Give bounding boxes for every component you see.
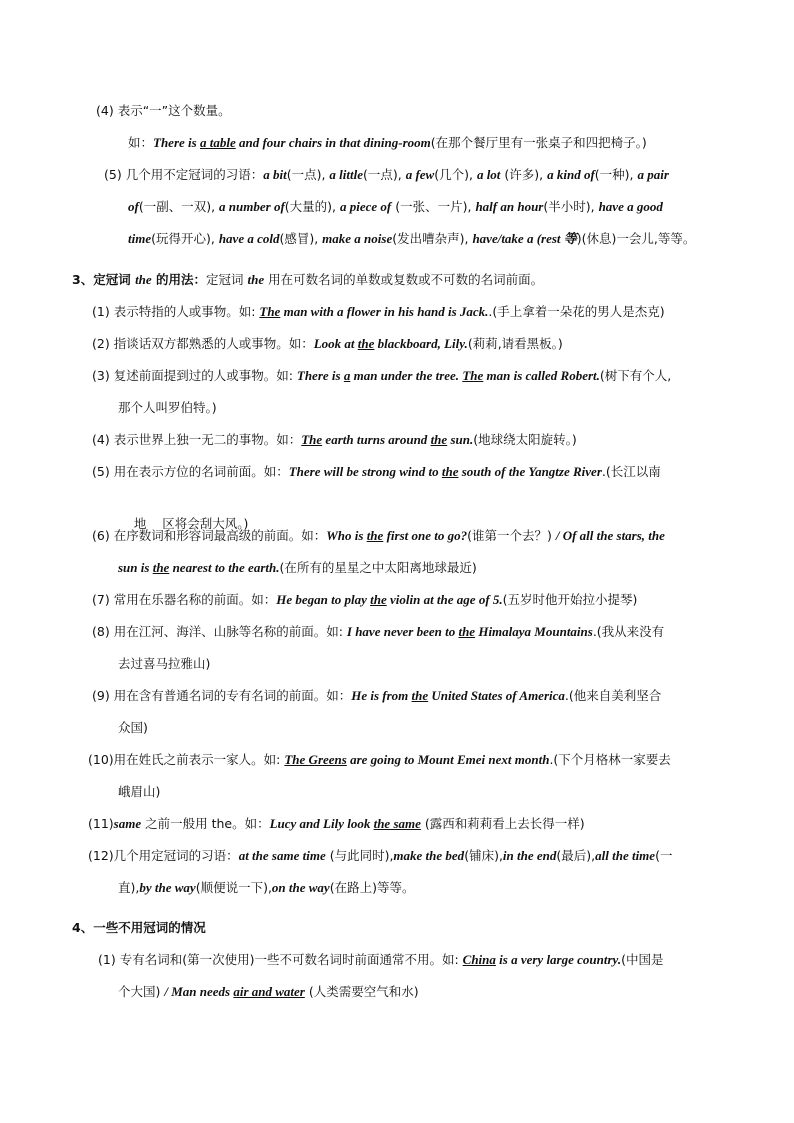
example-cn: .(长江以南 (601, 464, 661, 479)
s3-item3 (92, 366, 671, 386)
heading-text: 定冠词 (93, 272, 136, 287)
example-underlined: the (441, 464, 459, 479)
s3-item9 (92, 686, 661, 706)
idiom-cn: (一副、一双), (138, 199, 220, 214)
example-en: I have never been to (346, 624, 459, 639)
item-number: (5) (104, 167, 122, 182)
s3-item4 (92, 430, 577, 450)
example-cn: 峨眉山) (118, 784, 161, 799)
idiom-en: a kind of (547, 167, 595, 182)
idiom-list (239, 848, 673, 863)
heading-en: the (135, 272, 152, 287)
idiom-cn: (一张、一片), (391, 199, 476, 214)
item4-example (128, 133, 647, 153)
item-text: 用在姓氏之前表示一家人。如: (113, 752, 285, 767)
idiom-cn: (一种), (594, 167, 638, 182)
idiom-list (263, 167, 669, 182)
s3-item6-cont (118, 558, 477, 578)
item-text: 专有名词和(第一次使用)一些不可数名词时前面通常不用。如: (119, 952, 463, 967)
example-en: He began to play (276, 592, 371, 607)
example-underlined: The (259, 304, 281, 319)
s3-item1 (92, 302, 665, 322)
item5-line3 (128, 229, 695, 249)
idiom-en: make the bed (393, 848, 465, 863)
idiom-en: by the way (139, 880, 196, 895)
example-cn: .(下个月格林一家要去 (549, 752, 671, 767)
example-underlined: The Greens (284, 752, 347, 767)
example-en: / Man needs (164, 984, 234, 999)
item-number: (4) (92, 432, 110, 447)
idiom-en: have/take a (rest 等 (472, 231, 577, 246)
section-number: 3、 (72, 272, 94, 287)
idiom-en: a little (329, 167, 363, 182)
heading-desc: 定冠词 (206, 272, 248, 287)
heading-en: the (247, 272, 265, 287)
example-en: sun is (118, 560, 153, 575)
item-text: 用在表示方位的名词前面。如： (113, 464, 289, 479)
example-underlined: the (366, 528, 384, 543)
item-number: (1) (98, 952, 116, 967)
item-number: (1) (92, 304, 110, 319)
item-text: 之前一般用 the。如： (141, 816, 270, 831)
example-cn: 去过喜马拉雅山) (118, 656, 211, 671)
s3-item8 (92, 622, 664, 642)
example-en: / Of all the stars, the (555, 528, 665, 543)
example-en: Himalaya Mountains (475, 624, 593, 639)
item-text: 用在江河、海洋、山脉等名称的前面。如: (113, 624, 347, 639)
example-en: man with a flower in his hand is Jack. (280, 304, 489, 319)
idiom-cn: (最后), (556, 848, 596, 863)
example-underlined: the same (373, 816, 421, 831)
idiom-cn: (发出嘈杂声), (392, 231, 473, 246)
idiom-cn: (半小时), (543, 199, 599, 214)
example-cn: (谁第一个去？) (467, 528, 556, 543)
item-text: 几个用定冠词的习语： (113, 848, 239, 863)
example-en: blackboard, Lily. (374, 336, 468, 351)
example-en: There will be strong wind to (288, 464, 442, 479)
heading-text: 的用法： (151, 272, 207, 287)
example-cn: (五岁时他开始拉小提琴) (502, 592, 638, 607)
section4-heading (72, 918, 206, 938)
example-underlined: the (152, 560, 170, 575)
s3-item10-cont (118, 782, 160, 802)
example-cn: (树下有个人, (599, 368, 672, 383)
example-cn: .(他来自美利坚合 (564, 688, 662, 703)
s3-item10 (88, 750, 671, 770)
s4-item1-cont (118, 982, 419, 1002)
item-text: 用在含有普通名词的专有名词的前面。如： (113, 688, 352, 703)
example-en: are going to Mount Emei next month (346, 752, 550, 767)
example-underlined: the (430, 432, 448, 447)
example-cn: (莉莉,请看黑板。) (467, 336, 563, 351)
item-text: 复述前面提到过的人或事物。如: (113, 368, 297, 383)
idiom-en: a number of (219, 199, 285, 214)
example-en: man under the tree. (350, 368, 463, 383)
item-number: (7) (92, 592, 110, 607)
example-en: violin at the age of 5. (386, 592, 503, 607)
example-underlined: the (458, 624, 476, 639)
example-cn: (在所有的星星之中太阳离地球最近) (279, 560, 477, 575)
idiom-cn: (玩得开心), (151, 231, 219, 246)
example-en: United States of America (428, 688, 565, 703)
idiom-cn: (一点), (286, 167, 330, 182)
example-underlined: air and water (233, 984, 305, 999)
item-number: (5) (92, 464, 110, 479)
item-text: 几个用不定冠词的习语： (125, 167, 264, 182)
idiom-cn: (一 (655, 848, 673, 863)
idiom-en: of (128, 199, 139, 214)
example-cn: 个大国) (118, 984, 165, 999)
idiom-cn: (与此同时), (325, 848, 394, 863)
idiom-cn: (大量的), (284, 199, 340, 214)
example-underlined: The (301, 432, 323, 447)
item-text: 表示特指的人或事物。如: (113, 304, 260, 319)
idiom-en: a pair (637, 167, 669, 182)
example-cn: 众国) (118, 720, 148, 735)
example-en: Lucy and Lily look (269, 816, 374, 831)
example-cn: (地球绕太阳旋转。) (473, 432, 577, 447)
idiom-cn: (顺便说一下), (195, 880, 272, 895)
item-number: (12) (88, 848, 114, 863)
s3-item6 (92, 526, 665, 546)
item-text: 常用在乐器名称的前面。如： (113, 592, 277, 607)
s3-item3-cont (118, 398, 217, 418)
s3-item5-cont (118, 494, 249, 531)
example-en: and four chairs in that dining-room (235, 135, 431, 150)
idiom-cn: (在路上)等等。 (329, 880, 415, 895)
example-cn: (人类需要空气和水) (304, 984, 419, 999)
example-label: 如： (128, 135, 154, 150)
example-cn: .(我从来没有 (592, 624, 665, 639)
idiom-cn: (许多), (500, 167, 548, 182)
example-underlined: China (462, 952, 496, 967)
s3-item2 (92, 334, 563, 354)
s4-item1 (98, 950, 663, 970)
example-cn: 地 区将会刮大风。) (133, 516, 249, 531)
item-text: 表示世界上独一无二的事物。如： (113, 432, 302, 447)
idiom-en: all the time (595, 848, 656, 863)
example-cn: (在那个餐厅里有一张桌子和四把椅子。) (430, 135, 647, 150)
s3-item9-cont (118, 718, 148, 738)
s3-item12 (88, 846, 672, 866)
example-en: man is called Robert. (483, 368, 600, 383)
idiom-en: in the end (502, 848, 557, 863)
example-underlined: a table (199, 135, 236, 150)
item-number: (2) (92, 336, 110, 351)
example-en: sun. (447, 432, 474, 447)
idiom-cn: (一点), (363, 167, 406, 182)
item5-line1 (104, 165, 669, 185)
idiom-en: a piece of (339, 199, 392, 214)
example-en: same (113, 816, 142, 831)
example-underlined: the (357, 336, 375, 351)
example-underlined: The (462, 368, 484, 383)
example-underlined: a (343, 368, 351, 383)
example-en: earth turns around (322, 432, 431, 447)
idiom-cn: (感冒), (279, 231, 323, 246)
item-text: 在序数词和形容词最高级的前面。如： (113, 528, 327, 543)
s3-item7 (92, 590, 637, 610)
idiom-en: half an hour (475, 199, 544, 214)
section3-heading (72, 270, 543, 290)
example-en: first one to go? (383, 528, 468, 543)
s3-item12-cont (118, 878, 414, 898)
idiom-en: at the same time (238, 848, 326, 863)
example-en: He is from (351, 688, 412, 703)
item5-line2 (128, 197, 663, 217)
example-cn: .(手上拿着一朵花的男人是杰克) (488, 304, 665, 319)
idiom-en: a bit (263, 167, 287, 182)
item-number: (8) (92, 624, 110, 639)
item-number: (6) (92, 528, 110, 543)
heading-text: 一些不用冠词的情况 (93, 920, 206, 935)
example-en: is a very large country. (495, 952, 622, 967)
idiom-en: have a good (598, 199, 663, 214)
example-cn: 那个人叫罗伯特。) (118, 400, 217, 415)
example-en: There is (296, 368, 344, 383)
section-number: 4、 (72, 920, 94, 935)
idiom-list (118, 880, 414, 895)
idiom-en: time (128, 231, 152, 246)
idiom-list (128, 231, 695, 246)
idiom-cn: (铺床), (464, 848, 503, 863)
idiom-cn: 直), (118, 880, 140, 895)
idiom-cn: (几个), (434, 167, 477, 182)
heading-desc: 用在可数名词的单数或复数或不可数的名词前面。 (264, 272, 544, 287)
idiom-en: make a noise (322, 231, 393, 246)
idiom-en: have a cold (218, 231, 280, 246)
item-number: (3) (92, 368, 110, 383)
example-cn: (露西和莉莉看上去长得一样) (420, 816, 585, 831)
item-number: (11) (88, 816, 114, 831)
idiom-cn: )(休息)一会儿,等等。 (576, 231, 696, 246)
item-number: (4) (96, 103, 114, 118)
example-underlined: the (411, 688, 429, 703)
item-number: (9) (92, 688, 110, 703)
example-cn: (中国是 (621, 952, 664, 967)
idiom-list (128, 199, 663, 214)
example-en: nearest to the earth. (169, 560, 280, 575)
example-en: Look at (313, 336, 358, 351)
example-en: There is (153, 135, 200, 150)
item4-line (96, 101, 231, 121)
s3-item5 (92, 462, 661, 482)
s3-item8-cont (118, 654, 210, 674)
item-number: (10) (88, 752, 114, 767)
idiom-en: on the way (271, 880, 330, 895)
item-text: 表示“一”这个数量。 (117, 103, 231, 118)
item-text: 指谈话双方都熟悉的人或事物。如： (113, 336, 314, 351)
example-en: Who is (326, 528, 367, 543)
idiom-en: a lot (476, 167, 501, 182)
example-en: south of the Yangtze River (458, 464, 602, 479)
s3-item11 (88, 814, 585, 834)
example-underlined: the (370, 592, 387, 607)
idiom-en: a few (405, 167, 435, 182)
